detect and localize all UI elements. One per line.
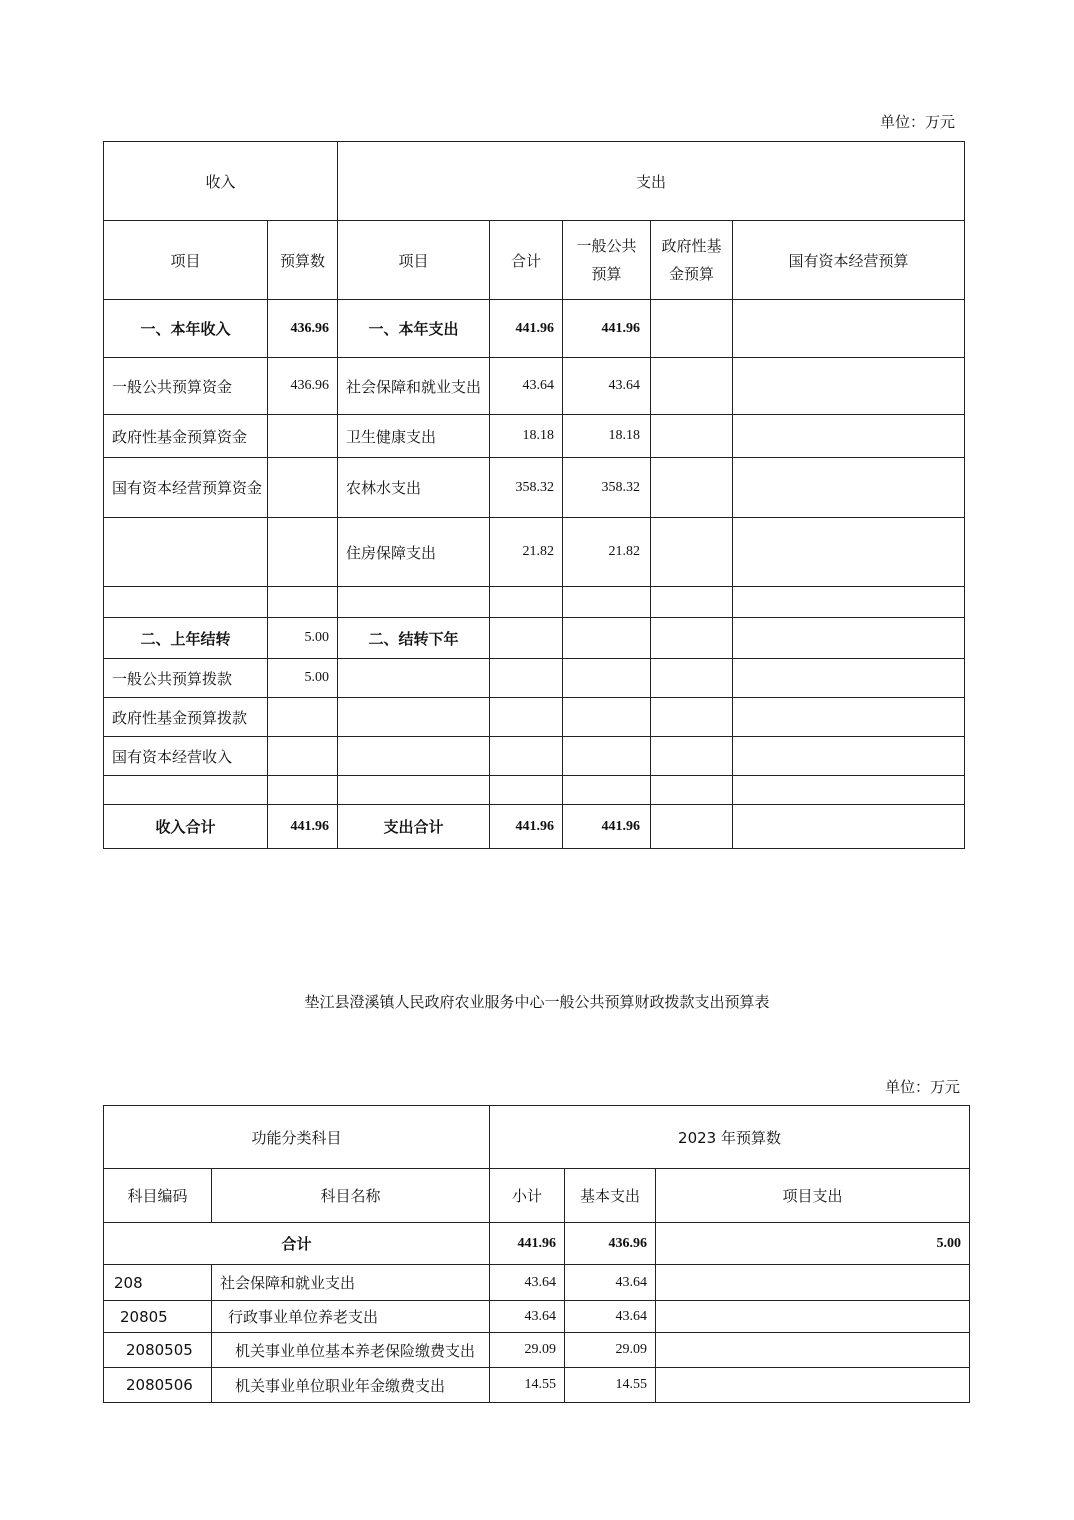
expense-state (733, 587, 965, 618)
func-class-header: 功能分类科目 (104, 1106, 490, 1169)
expense-general (563, 737, 651, 776)
income-item: 一、本年收入 (104, 300, 268, 358)
expense-state (733, 618, 965, 659)
income-amount (268, 518, 338, 587)
expense-state (733, 518, 965, 587)
expense-fund (651, 518, 733, 587)
income-total-label: 收入合计 (104, 805, 268, 849)
income-item: 政府性基金预算拨款 (104, 698, 268, 737)
income-item: 政府性基金预算资金 (104, 415, 268, 458)
table-row (104, 1368, 970, 1403)
expense-state (733, 659, 965, 698)
total-project: 5.00 (656, 1223, 970, 1265)
table-row (104, 358, 965, 415)
expense-state (733, 415, 965, 458)
row-subtotal: 29.09 (490, 1333, 565, 1368)
total-header: 合计 (490, 221, 563, 300)
table-row (104, 518, 965, 587)
expense-total (490, 659, 563, 698)
expense-state (733, 698, 965, 737)
row-basic: 14.55 (565, 1368, 656, 1403)
expense-state-total (733, 805, 965, 849)
expense-fund (651, 458, 733, 518)
expense-total (490, 737, 563, 776)
row-subtotal: 43.64 (490, 1265, 565, 1301)
expense-item (338, 737, 490, 776)
expense-state (733, 776, 965, 805)
expense-total-label: 支出合计 (338, 805, 490, 849)
expense-total: 43.64 (490, 358, 563, 415)
totals-row (104, 805, 965, 849)
expense-state (733, 458, 965, 518)
table-row (104, 737, 965, 776)
table-row (104, 1333, 970, 1368)
income-amount: 5.00 (268, 618, 338, 659)
expense-general-total: 441.96 (563, 805, 651, 849)
row-project (656, 1301, 970, 1333)
total-label: 合计 (104, 1223, 490, 1265)
row-basic: 43.64 (565, 1265, 656, 1301)
income-amount (268, 737, 338, 776)
expense-item (338, 698, 490, 737)
expense-header: 支出 (338, 142, 965, 221)
expense-total: 21.82 (490, 518, 563, 587)
expense-total (490, 776, 563, 805)
expense-general: 441.96 (563, 300, 651, 358)
totals-row (104, 1223, 970, 1265)
expense-item (338, 776, 490, 805)
row-subtotal: 43.64 (490, 1301, 565, 1333)
expense-state (733, 737, 965, 776)
subject-code: 20805 (104, 1301, 212, 1333)
income-amount: 436.96 (268, 300, 338, 358)
table-row (104, 458, 965, 518)
expense-fund (651, 698, 733, 737)
expense-total: 18.18 (490, 415, 563, 458)
expense-fund (651, 659, 733, 698)
expense-item: 卫生健康支出 (338, 415, 490, 458)
total-basic: 436.96 (565, 1223, 656, 1265)
expense-state (733, 300, 965, 358)
row-basic: 29.09 (565, 1333, 656, 1368)
expense-item: 二、结转下年 (338, 618, 490, 659)
table-row (104, 300, 965, 358)
income-item (104, 776, 268, 805)
income-amount (268, 415, 338, 458)
income-item: 国有资本经营预算资金 (104, 458, 268, 518)
subject-name: 社会保障和就业支出 (212, 1265, 490, 1301)
total-subtotal: 441.96 (490, 1223, 565, 1265)
table-row (104, 1301, 970, 1333)
expense-fund (651, 618, 733, 659)
income-amount (268, 458, 338, 518)
expense-total-amount: 441.96 (490, 805, 563, 849)
unit-label-1: 单位：万元 (879, 113, 955, 131)
income-item-header: 项目 (104, 221, 268, 300)
name-header: 科目名称 (212, 1169, 490, 1223)
row-project (656, 1333, 970, 1368)
expense-item: 农林水支出 (338, 458, 490, 518)
subject-code: 2080505 (104, 1333, 212, 1368)
expense-general: 21.82 (563, 518, 651, 587)
expense-total (490, 587, 563, 618)
expense-item: 社会保障和就业支出 (338, 358, 490, 415)
table-row (104, 587, 965, 618)
expense-general: 358.32 (563, 458, 651, 518)
table-row (104, 776, 965, 805)
subject-name: 行政事业单位养老支出 (212, 1301, 490, 1333)
income-item: 一般公共预算拨款 (104, 659, 268, 698)
expense-fund (651, 776, 733, 805)
table-row (104, 659, 965, 698)
expense-total: 358.32 (490, 458, 563, 518)
basic-header: 基本支出 (565, 1169, 656, 1223)
subject-code: 208 (104, 1265, 212, 1301)
unit-label-2: 单位：万元 (884, 1078, 960, 1096)
income-amount (268, 698, 338, 737)
subject-name: 机关事业单位基本养老保险缴费支出 (212, 1333, 490, 1368)
table-row (104, 618, 965, 659)
row-project (656, 1368, 970, 1403)
project-header: 项目支出 (656, 1169, 970, 1223)
income-header: 收入 (104, 142, 338, 221)
table-row (104, 1265, 970, 1301)
expense-state (733, 358, 965, 415)
expense-total (490, 698, 563, 737)
income-item (104, 587, 268, 618)
income-item (104, 518, 268, 587)
code-header: 科目编码 (104, 1169, 212, 1223)
row-subtotal: 14.55 (490, 1368, 565, 1403)
income-expense-table (103, 141, 965, 849)
subtotal-header: 小计 (490, 1169, 565, 1223)
table-row (104, 415, 965, 458)
expense-general (563, 698, 651, 737)
income-item: 国有资本经营收入 (104, 737, 268, 776)
gov-fund-header: 政府性基 金预算 (651, 221, 733, 300)
expense-fund (651, 415, 733, 458)
expense-fund (651, 300, 733, 358)
expense-item (338, 587, 490, 618)
income-item: 一般公共预算资金 (104, 358, 268, 415)
expense-total: 441.96 (490, 300, 563, 358)
income-budget-header: 预算数 (268, 221, 338, 300)
table2-title: 垫江县澄溪镇人民政府农业服务中心一般公共预算财政拨款支出预算表 (304, 993, 770, 1011)
expense-general: 43.64 (563, 358, 651, 415)
expense-general (563, 659, 651, 698)
income-amount: 436.96 (268, 358, 338, 415)
expense-general: 18.18 (563, 415, 651, 458)
state-capital-header: 国有资本经营预算 (733, 221, 965, 300)
budget-year-header: 2023 年预算数 (490, 1106, 970, 1169)
table-row (104, 698, 965, 737)
income-amount: 5.00 (268, 659, 338, 698)
general-public-header: 一般公共 预算 (563, 221, 651, 300)
subject-name: 机关事业单位职业年金缴费支出 (212, 1368, 490, 1403)
expense-fund (651, 737, 733, 776)
income-amount (268, 776, 338, 805)
income-total-amount: 441.96 (268, 805, 338, 849)
expense-item: 住房保障支出 (338, 518, 490, 587)
expense-fund-total (651, 805, 733, 849)
expense-total (490, 618, 563, 659)
income-amount (268, 587, 338, 618)
expense-fund (651, 358, 733, 415)
expense-general (563, 776, 651, 805)
row-basic: 43.64 (565, 1301, 656, 1333)
subject-code: 2080506 (104, 1368, 212, 1403)
expense-general (563, 587, 651, 618)
expense-item: 一、本年支出 (338, 300, 490, 358)
row-project (656, 1265, 970, 1301)
income-item: 二、上年结转 (104, 618, 268, 659)
expense-item-header: 项目 (338, 221, 490, 300)
expense-item (338, 659, 490, 698)
expense-general (563, 618, 651, 659)
expense-fund (651, 587, 733, 618)
budget-expenditure-table (103, 1105, 970, 1403)
